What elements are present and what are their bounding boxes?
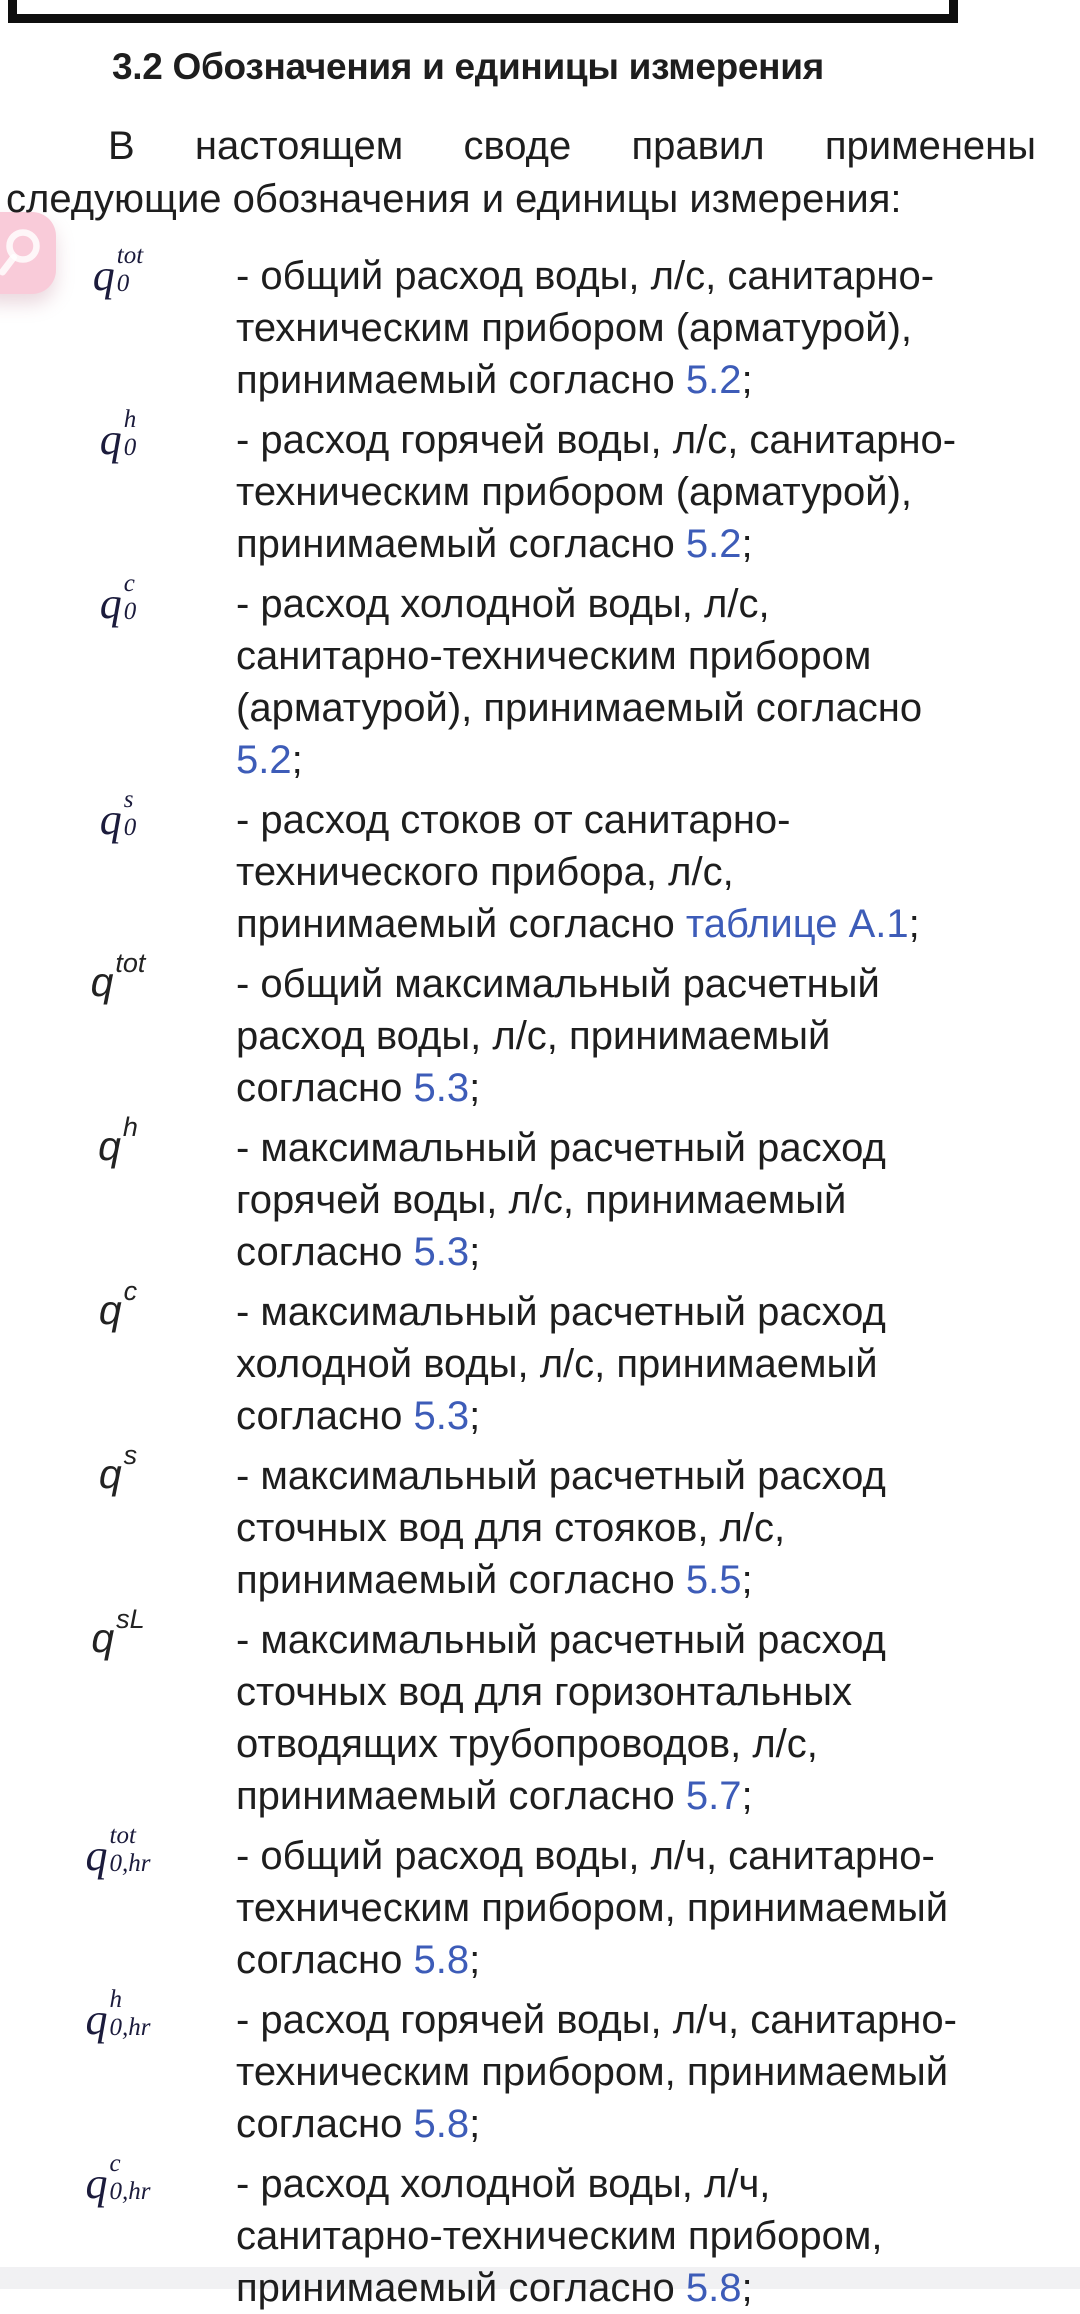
definition-text	[236, 1994, 957, 2150]
symbol-scripts	[117, 243, 143, 296]
text-segment: горячей воды, л/с, принимаемый	[236, 1178, 847, 1222]
section-link[interactable]: 5.2	[685, 522, 742, 566]
definition-item	[0, 1112, 1036, 1278]
text-segment: ;	[469, 2102, 481, 2146]
symbol-subscript: 0	[123, 434, 137, 461]
math-symbol	[0, 786, 236, 851]
symbol-superscript: s	[123, 1440, 138, 1470]
section-link[interactable]: 5.8	[413, 2102, 470, 2146]
symbol-base: q	[90, 959, 114, 1005]
definition-text	[236, 1286, 886, 1442]
text-segment: (арматурой), принимаемый согласно	[236, 686, 923, 730]
text-segment: ;	[741, 358, 753, 402]
text-segment: санитарно-техническим прибором	[236, 634, 872, 678]
text-segment: ;	[741, 1558, 753, 1602]
definition-item	[0, 406, 1036, 570]
math-symbol	[0, 406, 236, 471]
symbol-base: q	[91, 1615, 115, 1661]
text-segment: - расход холодной воды, л/ч,	[236, 2162, 771, 2206]
text-segment: ;	[741, 1774, 753, 1818]
section-link[interactable]: 5.5	[685, 1558, 742, 1602]
symbol-superscript: h	[123, 406, 137, 433]
math-symbol	[0, 2150, 236, 2215]
symbol-scripts	[110, 2151, 151, 2204]
text-segment: ;	[741, 2266, 753, 2310]
section-link[interactable]: 5.8	[685, 2266, 742, 2310]
definition-item	[0, 570, 1036, 786]
text-segment: - расход горячей воды, л/ч, санитарно-	[236, 1998, 957, 2042]
text-segment: ;	[741, 522, 753, 566]
math-symbol	[0, 1112, 236, 1169]
definition-item	[0, 786, 1036, 950]
section-link[interactable]: 5.2	[236, 738, 292, 782]
text-segment: - расход горячей воды, л/с, санитарно-	[236, 418, 957, 462]
definition-text	[236, 414, 956, 570]
definition-item	[0, 1822, 1036, 1986]
definition-item	[0, 948, 1036, 1114]
text-segment: технического прибора, л/с,	[236, 850, 734, 894]
symbol-scripts	[124, 407, 137, 460]
symbol-base: q	[98, 1451, 122, 1497]
symbol-subscript: 0	[123, 814, 137, 841]
definition-text	[236, 250, 934, 406]
text-segment: техническим прибором, принимаемый	[236, 1886, 949, 1930]
text-segment: - расход стоков от санитарно-	[236, 798, 791, 842]
symbol-base: q	[85, 1831, 108, 1880]
text-segment: расход воды, л/с, принимаемый	[236, 1014, 831, 1058]
symbol-superscript: h	[109, 1986, 122, 2013]
text-segment: ;	[908, 902, 920, 946]
text-segment: - максимальный расчетный расход	[236, 1126, 886, 1170]
symbol-base: q	[85, 1995, 108, 2044]
text-segment: ;	[469, 1394, 481, 1438]
section-link[interactable]: 5.8	[413, 1938, 470, 1982]
definitions-list	[0, 242, 1036, 2314]
definition-item	[0, 242, 1036, 406]
text-segment: принимаемый согласно	[236, 902, 686, 946]
math-symbol	[0, 570, 236, 635]
text-segment: согласно	[236, 1938, 414, 1982]
symbol-superscript: sL	[116, 1604, 145, 1634]
definition-text	[236, 1614, 886, 1822]
symbol-subscript: 0,hr	[109, 2014, 151, 2041]
definition-text	[236, 1122, 886, 1278]
definition-item	[0, 1276, 1036, 1442]
symbol-superscript: h	[122, 1112, 138, 1142]
symbol-subscript: 0	[116, 270, 130, 297]
definition-text	[236, 958, 880, 1114]
intro-paragraph	[6, 120, 1036, 226]
math-symbol	[0, 1440, 236, 1497]
definition-text	[236, 1450, 886, 1606]
symbol-superscript: tot	[115, 948, 146, 978]
text-segment: - максимальный расчетный расход	[236, 1290, 886, 1334]
symbol-subscript: 0	[123, 598, 137, 625]
text-segment: согласно	[236, 1066, 414, 1110]
intro-line: В настоящем своде правил применены	[108, 124, 1036, 168]
intro-line: следующие обозначения и единицы измерения:	[6, 177, 902, 221]
section-link[interactable]: 5.3	[413, 1066, 470, 1110]
definition-text	[236, 2158, 882, 2314]
symbol-base: q	[98, 1287, 122, 1333]
definition-text	[236, 578, 922, 786]
symbol-base: q	[85, 2159, 108, 2208]
definition-text	[236, 1830, 948, 1986]
math-symbol	[0, 1276, 236, 1333]
symbol-superscript: s	[123, 786, 134, 813]
symbol-superscript: c	[109, 2150, 121, 2177]
text-segment: холодной воды, л/с, принимаемый	[236, 1342, 878, 1386]
definition-item	[0, 1604, 1036, 1822]
section-link[interactable]: таблице А.1	[685, 902, 909, 946]
text-segment: - общий расход воды, л/ч, санитарно-	[236, 1834, 935, 1878]
text-segment: ;	[469, 1938, 481, 1982]
math-symbol	[0, 1822, 236, 1887]
text-segment: принимаемый согласно	[236, 2266, 686, 2310]
text-segment: санитарно-техническим прибором,	[236, 2214, 883, 2258]
section-link[interactable]: 5.3	[413, 1230, 470, 1274]
text-segment: согласно	[236, 1230, 414, 1274]
text-segment: ;	[291, 738, 303, 782]
text-segment: согласно	[236, 1394, 414, 1438]
text-segment: согласно	[236, 2102, 414, 2146]
text-segment: - общий расход воды, л/с, санитарно-	[236, 254, 935, 298]
math-symbol	[0, 1986, 236, 2051]
text-segment: ;	[469, 1230, 481, 1274]
symbol-scripts	[124, 787, 137, 840]
symbol-superscript: c	[123, 1276, 138, 1306]
symbol-subscript: 0,hr	[109, 1850, 151, 1877]
symbol-superscript: tot	[109, 1822, 136, 1849]
text-segment: техническим прибором, принимаемый	[236, 2050, 949, 2094]
symbol-base: q	[92, 251, 115, 300]
symbol-scripts	[110, 1987, 151, 2040]
text-segment: - максимальный расчетный расход	[236, 1454, 886, 1498]
text-segment: сточных вод для стояков, л/с,	[236, 1506, 786, 1550]
math-symbol	[0, 242, 236, 307]
text-segment: - максимальный расчетный расход	[236, 1618, 886, 1662]
definition-item	[0, 2150, 1036, 2314]
math-symbol	[0, 1604, 236, 1661]
text-segment: сточных вод для горизонтальных	[236, 1670, 853, 1714]
text-segment: принимаемый согласно	[236, 1558, 686, 1602]
section-heading: 3.2 Обозначения и единицы измерения	[112, 46, 824, 87]
symbol-superscript: c	[123, 570, 135, 597]
text-segment: ;	[469, 1066, 481, 1110]
symbol-scripts	[124, 571, 137, 624]
math-symbol	[0, 948, 236, 1005]
section-link[interactable]: 5.3	[413, 1394, 470, 1438]
symbol-base: q	[99, 579, 122, 628]
symbol-base: q	[98, 1123, 121, 1169]
text-segment: принимаемый согласно	[236, 522, 686, 566]
symbol-base: q	[99, 415, 122, 464]
definition-text	[236, 794, 920, 950]
symbol-base: q	[99, 795, 122, 844]
text-segment: отводящих трубопроводов, л/с,	[236, 1722, 818, 1766]
symbol-subscript: 0,hr	[109, 2178, 151, 2205]
definition-item	[0, 1440, 1036, 1606]
symbol-superscript: tot	[116, 242, 144, 269]
text-segment: техническим прибором (арматурой),	[236, 306, 912, 350]
section-link[interactable]: 5.7	[685, 1774, 742, 1818]
text-segment: принимаемый согласно	[236, 1774, 686, 1818]
text-segment: - общий максимальный расчетный	[236, 962, 880, 1006]
section-link[interactable]: 5.2	[685, 358, 742, 402]
text-segment: техническим прибором (арматурой),	[236, 470, 912, 514]
text-segment: - расход холодной воды, л/с,	[236, 582, 770, 626]
definition-item	[0, 1986, 1036, 2150]
text-segment: принимаемый согласно	[236, 358, 686, 402]
symbol-scripts	[110, 1823, 151, 1876]
